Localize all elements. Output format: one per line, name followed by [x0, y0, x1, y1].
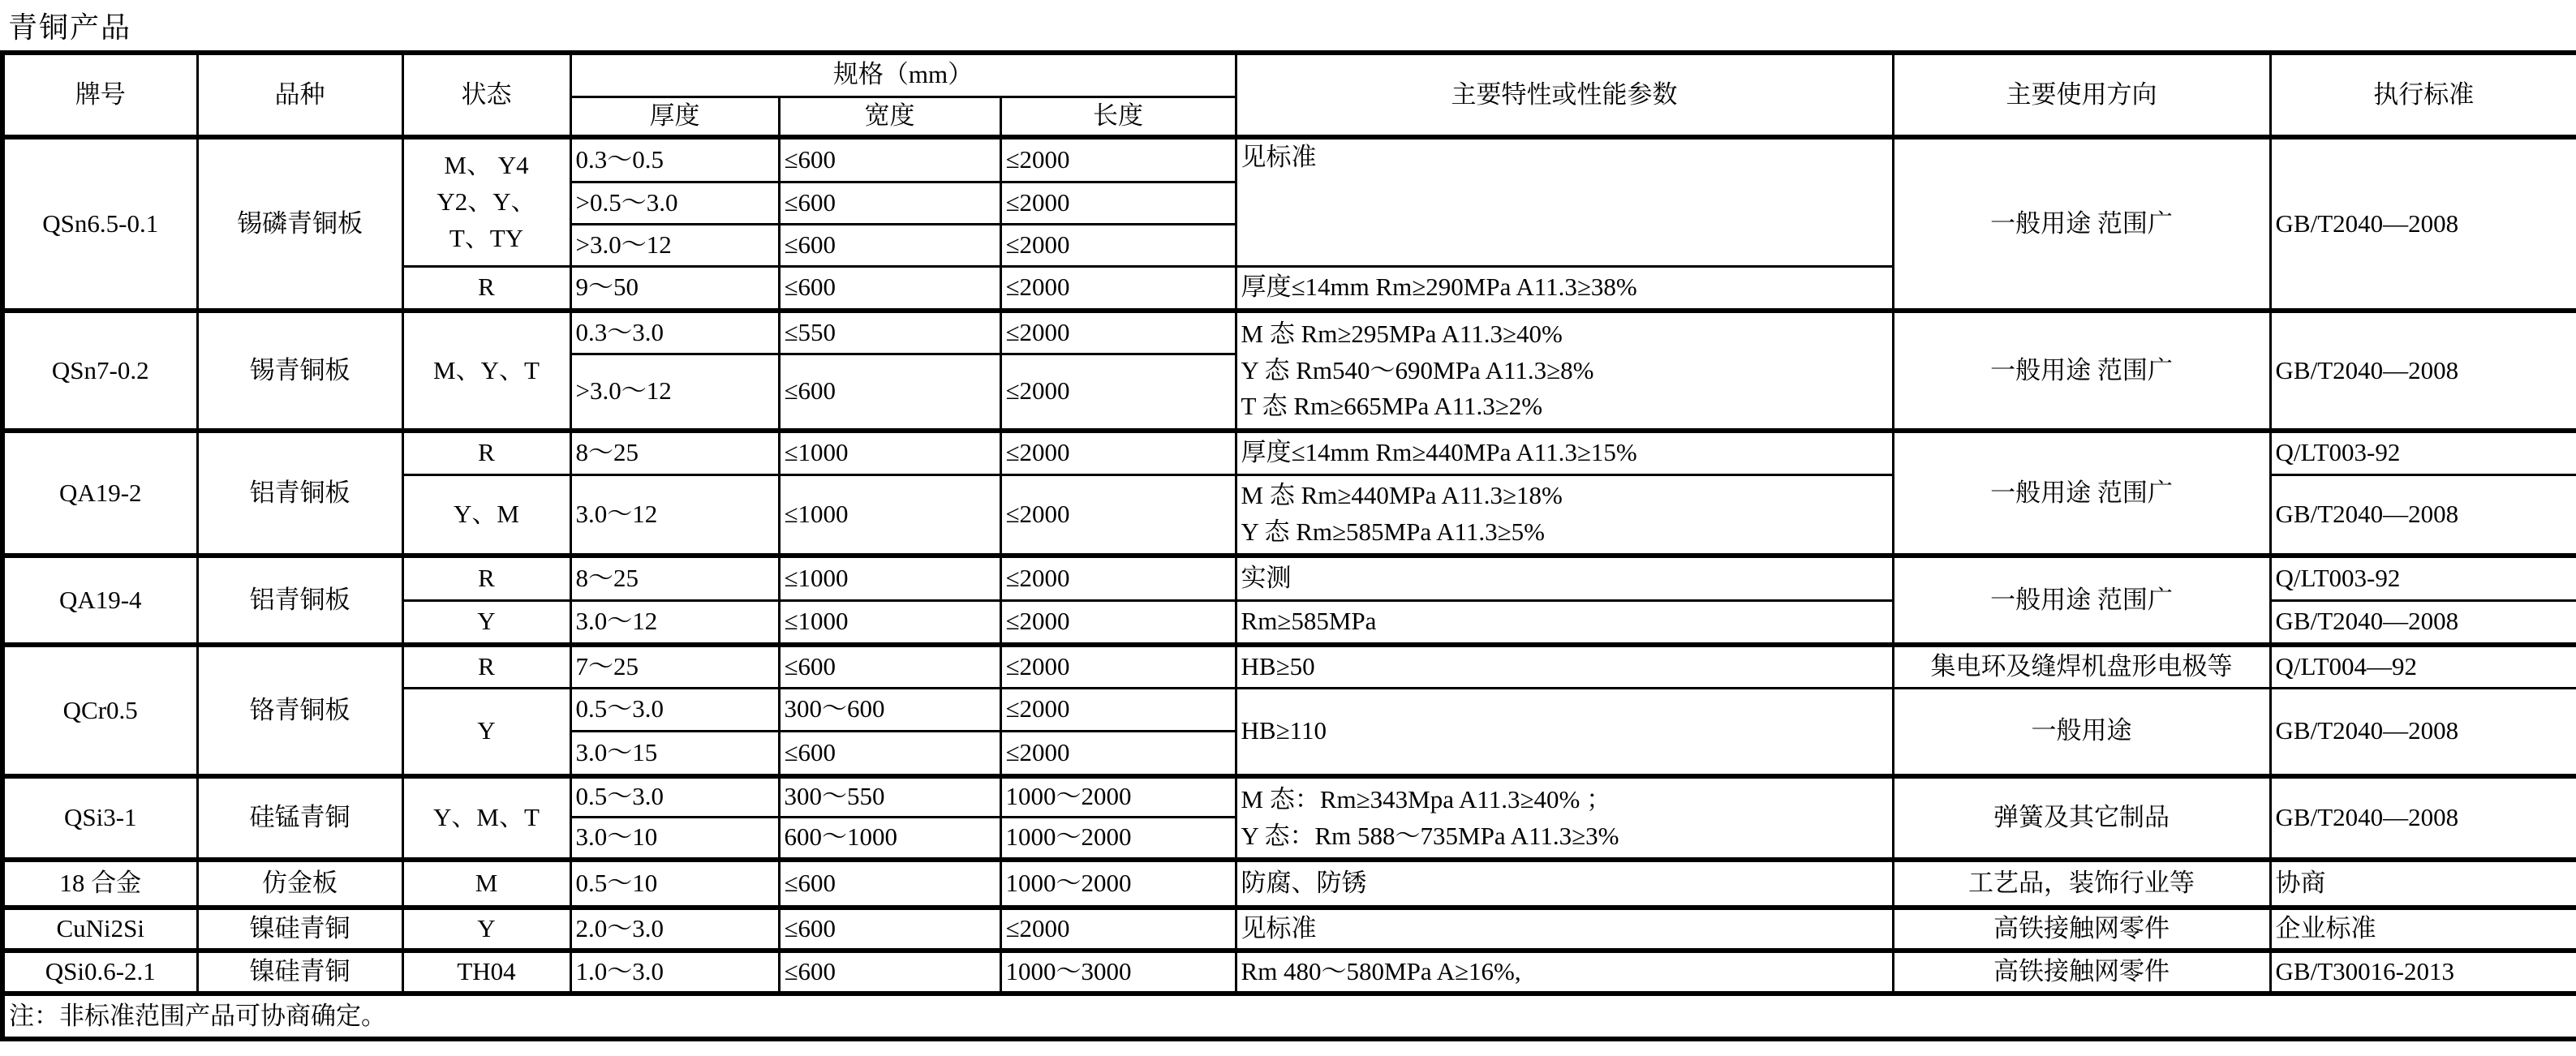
state-cell: Y、M、T — [402, 776, 570, 860]
grade-cell: QCr0.5 — [2, 645, 197, 776]
width-cell: ≤550 — [779, 311, 1000, 354]
length-cell: ≤2000 — [1000, 137, 1236, 182]
state-cell: TH04 — [402, 951, 570, 994]
header-width: 宽度 — [779, 97, 1000, 137]
features-cell: Rm 480～580MPa A≥16%, — [1236, 951, 1893, 994]
thickness-cell: 3.0～12 — [570, 600, 779, 645]
standard-cell: GB/T2040—2008 — [2270, 311, 2576, 431]
thickness-cell: 1.0～3.0 — [570, 951, 779, 994]
length-cell: ≤2000 — [1000, 688, 1236, 731]
width-cell: ≤600 — [779, 908, 1000, 951]
standard-cell: GB/T2040—2008 — [2270, 474, 2576, 556]
width-cell: ≤1000 — [779, 600, 1000, 645]
length-cell: ≤2000 — [1000, 431, 1236, 474]
length-cell: ≤2000 — [1000, 645, 1236, 688]
features-line: M 态 Rm≥295MPa A11.3≥40% — [1241, 319, 1563, 348]
thickness-cell: 0.3～0.5 — [570, 137, 779, 182]
features-line: Y 态 Rm≥585MPa A11.3≥5% — [1241, 517, 1545, 547]
width-cell: ≤600 — [779, 224, 1000, 266]
features-line: M 态：Rm≥343Mpa A11.3≥40% ； — [1241, 784, 1612, 813]
usage-cell: 一般用途 — [1893, 688, 2270, 776]
usage-cell: 弹簧及其它制品 — [1893, 776, 2270, 860]
features-cell: 实测 — [1236, 556, 1893, 600]
variety-cell: 铝青铜板 — [197, 431, 402, 556]
state-cell: M — [402, 860, 570, 908]
width-cell: ≤1000 — [779, 556, 1000, 600]
header-usage: 主要使用方向 — [1893, 53, 2270, 137]
header-spec: 规格（mm） — [570, 53, 1236, 97]
thickness-cell: 8～25 — [570, 431, 779, 474]
standard-cell: GB/T30016-2013 — [2270, 951, 2576, 994]
state-line: T、TY — [449, 223, 524, 252]
length-cell: ≤2000 — [1000, 224, 1236, 266]
width-cell: 300～550 — [779, 776, 1000, 817]
width-cell: ≤600 — [779, 645, 1000, 688]
width-cell: 300～600 — [779, 688, 1000, 731]
length-cell: ≤2000 — [1000, 908, 1236, 951]
state-cell: Y、M — [402, 474, 570, 556]
width-cell: ≤600 — [779, 137, 1000, 182]
state-cell: R — [402, 556, 570, 600]
width-cell: ≤1000 — [779, 431, 1000, 474]
state-cell: R — [402, 431, 570, 474]
usage-cell: 工艺品，装饰行业等 — [1893, 860, 2270, 908]
state-cell: R — [402, 266, 570, 311]
variety-cell: 铬青铜板 — [197, 645, 402, 776]
thickness-cell: 9～50 — [570, 266, 779, 311]
grade-cell: CuNi2Si — [2, 908, 197, 951]
standard-cell: Q/LT004—92 — [2270, 645, 2576, 688]
state-line: M、 Y4 — [444, 150, 529, 179]
header-thickness: 厚度 — [570, 97, 779, 137]
features-cell: HB≥110 — [1236, 688, 1893, 776]
grade-cell: QSi0.6-2.1 — [2, 951, 197, 994]
state-line: Y2、Y、 — [437, 187, 536, 216]
width-cell: ≤600 — [779, 354, 1000, 431]
length-cell: 1000～3000 — [1000, 951, 1236, 994]
thickness-cell: >3.0～12 — [570, 224, 779, 266]
length-cell: ≤2000 — [1000, 311, 1236, 354]
thickness-cell: 3.0～10 — [570, 817, 779, 860]
thickness-cell: 0.5～3.0 — [570, 688, 779, 731]
note-cell: 注：非标准范围产品可协商确定。 — [2, 994, 2576, 1039]
thickness-cell: 0.5～3.0 — [570, 776, 779, 817]
thickness-cell: 0.5～10 — [570, 860, 779, 908]
thickness-cell: 8～25 — [570, 556, 779, 600]
variety-cell: 仿金板 — [197, 860, 402, 908]
usage-cell: 高铁接触网零件 — [1893, 951, 2270, 994]
thickness-cell: 3.0～15 — [570, 731, 779, 776]
features-cell: HB≥50 — [1236, 645, 1893, 688]
width-cell: 600～1000 — [779, 817, 1000, 860]
width-cell: ≤600 — [779, 731, 1000, 776]
thickness-cell: 7～25 — [570, 645, 779, 688]
features-cell: 见标准 — [1236, 137, 1893, 266]
variety-cell: 锡青铜板 — [197, 311, 402, 431]
bronze-products-table — [0, 50, 2576, 1041]
features-cell: 防腐、防锈 — [1236, 860, 1893, 908]
standard-cell: GB/T2040—2008 — [2270, 600, 2576, 645]
state-cell: R — [402, 645, 570, 688]
variety-cell: 镍硅青铜 — [197, 951, 402, 994]
standard-cell: Q/LT003-92 — [2270, 556, 2576, 600]
usage-cell: 集电环及缝焊机盘形电极等 — [1893, 645, 2270, 688]
usage-cell: 一般用途 范围广 — [1893, 137, 2270, 311]
features-cell: 厚度≤14mm Rm≥290MPa A11.3≥38% — [1236, 266, 1893, 311]
standard-cell: GB/T2040—2008 — [2270, 688, 2576, 776]
length-cell: ≤2000 — [1000, 600, 1236, 645]
features-cell — [1236, 311, 1893, 431]
length-cell: ≤2000 — [1000, 731, 1236, 776]
header-features: 主要特性或性能参数 — [1236, 53, 1893, 137]
width-cell: ≤600 — [779, 182, 1000, 224]
features-cell: 厚度≤14mm Rm≥440MPa A11.3≥15% — [1236, 431, 1893, 474]
variety-cell: 硅锰青铜 — [197, 776, 402, 860]
state-cell: Y — [402, 908, 570, 951]
thickness-cell: >3.0～12 — [570, 354, 779, 431]
grade-cell: QSn6.5-0.1 — [2, 137, 197, 311]
variety-cell: 锡磷青铜板 — [197, 137, 402, 311]
width-cell: ≤600 — [779, 266, 1000, 311]
features-line: M 态 Rm≥440MPa A11.3≥18% — [1241, 481, 1563, 510]
thickness-cell: 3.0～12 — [570, 474, 779, 556]
grade-cell: 18 合金 — [2, 860, 197, 908]
grade-cell: QSn7-0.2 — [2, 311, 197, 431]
usage-cell: 高铁接触网零件 — [1893, 908, 2270, 951]
grade-cell: QA19-2 — [2, 431, 197, 556]
variety-cell: 镍硅青铜 — [197, 908, 402, 951]
header-variety: 品种 — [197, 53, 402, 137]
standard-cell: 协商 — [2270, 860, 2576, 908]
length-cell: ≤2000 — [1000, 182, 1236, 224]
standard-cell: 企业标准 — [2270, 908, 2576, 951]
thickness-cell: 2.0～3.0 — [570, 908, 779, 951]
width-cell: ≤600 — [779, 860, 1000, 908]
length-cell: 1000～2000 — [1000, 776, 1236, 817]
usage-cell: 一般用途 范围广 — [1893, 556, 2270, 645]
state-cell: M、Y、T — [402, 311, 570, 431]
length-cell: 1000～2000 — [1000, 817, 1236, 860]
grade-cell: QA19-4 — [2, 556, 197, 645]
features-line: Y 态 Rm540～690MPa A11.3≥8% — [1241, 355, 1594, 384]
grade-cell: QSi3-1 — [2, 776, 197, 860]
length-cell: 1000～2000 — [1000, 860, 1236, 908]
usage-cell: 一般用途 范围广 — [1893, 311, 2270, 431]
length-cell: ≤2000 — [1000, 556, 1236, 600]
features-cell — [1236, 474, 1893, 556]
features-cell: 见标准 — [1236, 908, 1893, 951]
length-cell: ≤2000 — [1000, 474, 1236, 556]
features-cell: Rm≥585MPa — [1236, 600, 1893, 645]
width-cell: ≤600 — [779, 951, 1000, 994]
width-cell: ≤1000 — [779, 474, 1000, 556]
state-cell — [402, 137, 570, 266]
page-title: 青铜产品 — [8, 11, 132, 44]
features-line: Y 态：Rm 588～735MPa A11.3≥3% — [1241, 821, 1619, 850]
state-cell: Y — [402, 688, 570, 776]
standard-cell: Q/LT003-92 — [2270, 431, 2576, 474]
usage-cell: 一般用途 范围广 — [1893, 431, 2270, 556]
thickness-cell: >0.5～3.0 — [570, 182, 779, 224]
header-state: 状态 — [402, 53, 570, 137]
length-cell: ≤2000 — [1000, 354, 1236, 431]
header-standard: 执行标准 — [2270, 53, 2576, 137]
state-cell: Y — [402, 600, 570, 645]
features-cell — [1236, 776, 1893, 860]
variety-cell: 铝青铜板 — [197, 556, 402, 645]
standard-cell: GB/T2040—2008 — [2270, 776, 2576, 860]
header-length: 长度 — [1000, 97, 1236, 137]
standard-cell: GB/T2040—2008 — [2270, 137, 2576, 311]
thickness-cell: 0.3～3.0 — [570, 311, 779, 354]
header-grade: 牌号 — [2, 53, 197, 137]
features-line: T 态 Rm≥665MPa A11.3≥2% — [1241, 392, 1543, 421]
length-cell: ≤2000 — [1000, 266, 1236, 311]
